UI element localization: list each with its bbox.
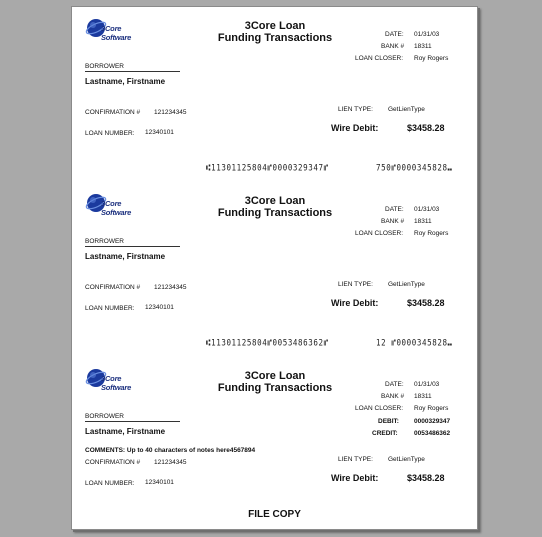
lien-type-value: GetLienType xyxy=(388,106,425,113)
borrower-rule xyxy=(85,71,180,72)
loan-closer-label: LOAN CLOSER: xyxy=(355,230,404,237)
borrower-label: BORROWER xyxy=(85,413,124,420)
company-logo xyxy=(85,367,145,392)
lien-type-label: LIEN TYPE: xyxy=(338,281,373,288)
bank-value: 18311 xyxy=(414,43,432,50)
micr-line-right: 12 ⑈0000345828⑉ xyxy=(376,337,453,348)
micr-line-right: 750⑈0000345828⑉ xyxy=(376,162,453,173)
loan-number-label: LOAN NUMBER: xyxy=(85,305,135,312)
comments-text: COMMENTS: Up to 40 characters of notes here4567894 xyxy=(85,447,256,454)
title-line-2: Funding Transactions xyxy=(217,207,333,219)
confirmation-label: CONFIRMATION # xyxy=(85,459,141,466)
credit-label: CREDIT: xyxy=(372,430,398,437)
wire-debit-amount: $3458.28 xyxy=(407,123,445,133)
lien-type-value: GetLienType xyxy=(388,281,425,288)
funding-section-1 xyxy=(72,7,477,182)
loan-closer-value: Roy Rogers xyxy=(414,55,449,62)
borrower-name: Lastname, Firstname xyxy=(85,252,166,261)
loan-closer-value: Roy Rogers xyxy=(414,405,449,412)
logo-text: 3Core Software xyxy=(101,199,132,217)
loan-number-value: 12340101 xyxy=(145,304,174,311)
loan-number-label: LOAN NUMBER: xyxy=(85,130,135,137)
company-logo xyxy=(85,192,145,217)
micr-line-left: ⑆11301125804⑈0053486362⑈ xyxy=(206,337,329,348)
date-label: DATE: xyxy=(385,31,404,38)
lien-type-label: LIEN TYPE: xyxy=(338,456,373,463)
document-title xyxy=(200,195,350,219)
confirmation-value: 121234345 xyxy=(154,284,187,291)
borrower-label: BORROWER xyxy=(85,63,124,70)
confirmation-value: 121234345 xyxy=(154,459,187,466)
confirmation-value: 121234345 xyxy=(154,109,187,116)
debit-value: 0000329347 xyxy=(414,418,451,425)
funding-section-2 xyxy=(72,182,477,357)
title-line-2: Funding Transactions xyxy=(217,32,333,44)
date-value: 01/31/03 xyxy=(414,31,440,38)
title-line-1: 3Core Loan xyxy=(244,20,306,32)
title-line-1: 3Core Loan xyxy=(244,370,306,382)
logo-text: 3Core Software xyxy=(101,24,132,42)
borrower-name: Lastname, Firstname xyxy=(85,427,166,436)
wire-debit-label: Wire Debit: xyxy=(331,123,379,133)
borrower-label: BORROWER xyxy=(85,238,124,245)
date-value: 01/31/03 xyxy=(414,381,440,388)
lien-type-label: LIEN TYPE: xyxy=(338,106,373,113)
loan-closer-label: LOAN CLOSER: xyxy=(355,55,404,62)
bank-label: BANK # xyxy=(381,393,405,400)
document-title xyxy=(200,20,350,44)
loan-closer-label: LOAN CLOSER: xyxy=(355,405,404,412)
wire-debit-label: Wire Debit: xyxy=(331,473,379,483)
title-line-2: Funding Transactions xyxy=(217,382,333,394)
document-title xyxy=(200,370,350,394)
bank-label: BANK # xyxy=(381,43,405,50)
bank-label: BANK # xyxy=(381,218,405,225)
loan-number-label: LOAN NUMBER: xyxy=(85,480,135,487)
date-value: 01/31/03 xyxy=(414,206,440,213)
logo-text: 3Core Software xyxy=(101,374,132,392)
bank-value: 18311 xyxy=(414,393,432,400)
loan-number-value: 12340101 xyxy=(145,479,174,486)
micr-line-left: ⑆11301125804⑈0000329347⑈ xyxy=(206,162,329,173)
confirmation-label: CONFIRMATION # xyxy=(85,109,141,116)
loan-number-value: 12340101 xyxy=(145,129,174,136)
lien-type-value: GetLienType xyxy=(388,456,425,463)
funding-section-3 xyxy=(72,357,477,532)
wire-debit-amount: $3458.28 xyxy=(407,298,445,308)
borrower-rule xyxy=(85,421,180,422)
borrower-name: Lastname, Firstname xyxy=(85,77,166,86)
file-copy-footer: FILE COPY xyxy=(248,509,301,520)
borrower-rule xyxy=(85,246,180,247)
title-line-1: 3Core Loan xyxy=(244,195,306,207)
confirmation-label: CONFIRMATION # xyxy=(85,284,141,291)
date-label: DATE: xyxy=(385,206,404,213)
wire-debit-label: Wire Debit: xyxy=(331,298,379,308)
debit-label: DEBIT: xyxy=(378,418,399,425)
credit-value: 0053486362 xyxy=(414,430,451,437)
loan-closer-value: Roy Rogers xyxy=(414,230,449,237)
company-logo xyxy=(85,17,145,42)
wire-debit-amount: $3458.28 xyxy=(407,473,445,483)
date-label: DATE: xyxy=(385,381,404,388)
bank-value: 18311 xyxy=(414,218,432,225)
document-page xyxy=(71,6,478,530)
